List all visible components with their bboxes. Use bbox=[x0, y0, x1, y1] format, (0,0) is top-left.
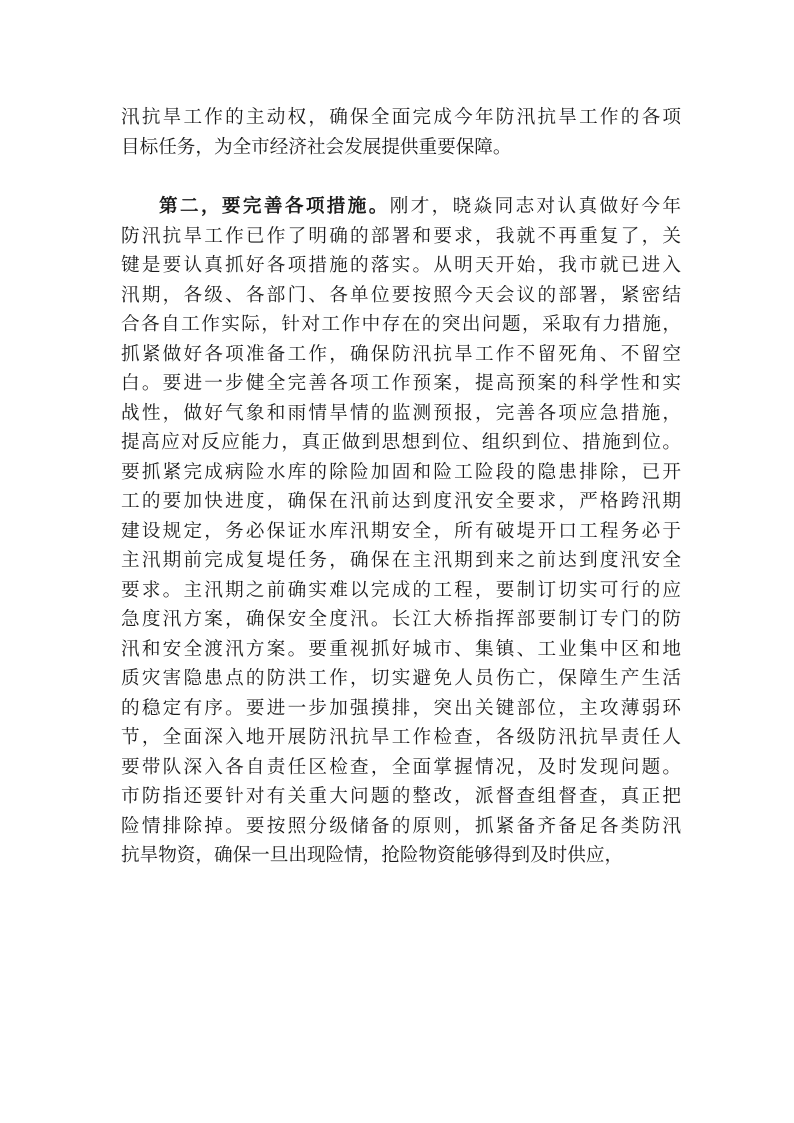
paragraph-2-line: 节，全面深入地开展防汛抗旱工作检查，各级防汛抗旱责任人 bbox=[121, 727, 681, 748]
paragraph-2-heading: 第二，要完善各项措施。 bbox=[159, 196, 390, 217]
paragraph-2-line: 键是要认真抓好各项措施的落实。从明天开始，我市就已进入 bbox=[121, 255, 681, 276]
paragraph-2-line: 质灾害隐患点的防洪工作，切实避免人员伤亡，保障生产生活 bbox=[121, 668, 681, 689]
paragraph-2-line: 合各自工作实际，针对工作中存在的突出问题，采取有力措施， bbox=[121, 314, 681, 335]
paragraph-2-line: 汛期，各级、各部门、各单位要按照今天会议的部署，紧密结 bbox=[121, 284, 681, 306]
paragraph-2-line: 防汛抗旱工作已作了明确的部署和要求，我就不再重复了，关 bbox=[121, 225, 681, 247]
paragraph-2-line: 要带队深入各自责任区检查，全面掌握情况，及时发现问题。 bbox=[121, 756, 681, 778]
paragraph-2-first-line-rest: 刚才，晓焱同志对认真做好今年 bbox=[389, 196, 681, 217]
paragraph-2-line: 险情排除掉。要按照分级储备的原则，抓紧备齐备足各类防汛 bbox=[121, 815, 681, 837]
paragraph-2-line: 汛和安全渡汛方案。要重视抓好城市、集镇、工业集中区和地 bbox=[121, 638, 681, 660]
paragraph-2-line: 要抓紧完成病险水库的除险加固和险工险段的隐患排除，已开 bbox=[121, 461, 681, 483]
paragraph-2-line: 抗旱物资，确保一旦出现险情，抢险物资能够得到及时供应， bbox=[121, 845, 624, 866]
paragraph-2-line: 战性，做好气象和雨情旱情的监测预报，完善各项应急措施， bbox=[121, 402, 681, 424]
paragraph-2-line: 的稳定有序。要进一步加强摸排，突出关键部位，主攻薄弱环 bbox=[121, 697, 681, 719]
paragraph-2-line: 主汛期前完成复堤任务，确保在主汛期到来之前达到度汛安全 bbox=[121, 550, 681, 571]
paragraph-2-line: 工的要加快进度，确保在汛前达到度汛安全要求，严格跨汛期 bbox=[121, 491, 681, 512]
paragraph-2-line: 市防指还要针对有关重大问题的整改，派督查组督查，真正把 bbox=[121, 786, 681, 807]
paragraph-2-line: 抓紧做好各项准备工作，确保防汛抗旱工作不留死角、不留空 bbox=[121, 343, 681, 365]
paragraph-2-first-line bbox=[121, 192, 681, 222]
paragraph-1-line: 目标任务，为全市经济社会发展提供重要保障。 bbox=[121, 136, 512, 158]
paragraph-2-line: 要求。主汛期之前确实难以完成的工程，要制订切实可行的应 bbox=[121, 579, 681, 601]
paragraph-1-line: 汛抗旱工作的主动权，确保全面完成今年防汛抗旱工作的各项 bbox=[121, 107, 681, 128]
paragraph-2-line: 建设规定，务必保证水库汛期安全，所有破堤开口工程务必于 bbox=[121, 520, 681, 542]
paragraph-2 bbox=[121, 192, 681, 871]
paragraph-1 bbox=[121, 103, 681, 162]
paragraph-2-line: 提高应对反应能力，真正做到思想到位、组织到位、措施到位。 bbox=[121, 432, 681, 453]
paragraph-2-line: 白。要进一步健全完善各项工作预案，提高预案的科学性和实 bbox=[121, 373, 681, 394]
paragraph-2-line: 急度汛方案，确保安全度汛。长江大桥指挥部要制订专门的防 bbox=[121, 609, 681, 630]
